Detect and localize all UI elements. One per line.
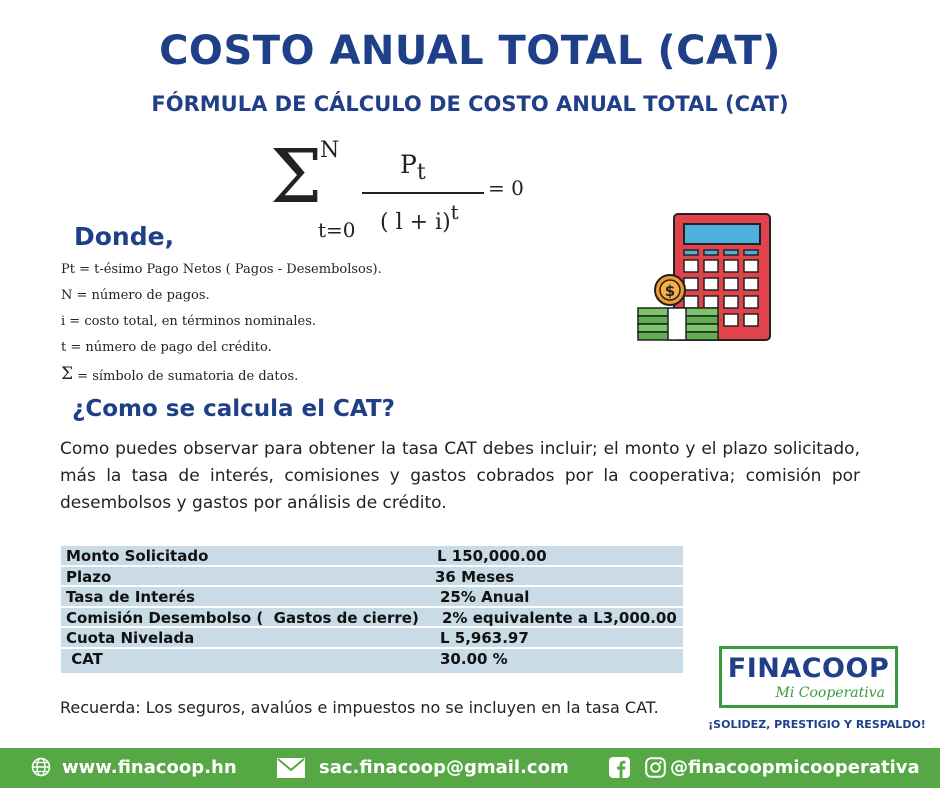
table-row: [61, 567, 683, 588]
formula-denominator: ( l + i)$^t$: [380, 200, 459, 235]
social-handle-link[interactable]: @finacoopmicooperativa: [670, 757, 920, 778]
row-label: CAT: [66, 649, 103, 668]
page-subtitle: FÓRMULA DE CÁLCULO DE COSTO ANUAL TOTAL (CAT): [151, 92, 789, 116]
table-row: [61, 608, 683, 629]
formula-lower-limit: t=0: [318, 218, 356, 242]
reminder-note: Recuerda: Los seguros, avalúos e impuestos no se incluyen en la tasa CAT.: [60, 698, 659, 717]
table-row: [61, 628, 683, 649]
email-link[interactable]: sac.finacoop@gmail.com: [319, 757, 569, 778]
definition-t: t = número de pago del crédito.: [61, 340, 272, 355]
definition-i: i = costo total, en términos nominales.: [61, 314, 317, 329]
table-row: [61, 649, 683, 673]
facebook-icon[interactable]: [609, 757, 630, 778]
formula-equals: = 0: [488, 176, 524, 200]
website-link[interactable]: www.finacoop.hn: [62, 757, 237, 778]
row-value: 36 Meses: [435, 567, 515, 586]
example-table: [61, 546, 683, 673]
row-label: Comisión Desembolso ( Gastos de cierre): [66, 608, 419, 627]
logo-tagline: Mi Cooperativa: [775, 685, 885, 701]
cat-formula: [270, 134, 550, 242]
contact-footer: [0, 748, 940, 788]
calculator-money-icon: [636, 212, 776, 342]
definition-sigma: Σ = símbolo de sumatoria de datos.: [61, 364, 299, 384]
instagram-icon[interactable]: [645, 757, 666, 778]
table-row: [61, 546, 683, 567]
formula-sigma: Σ: [270, 134, 323, 220]
definition-n: N = número de pagos.: [61, 288, 210, 303]
table-row: [61, 587, 683, 608]
row-value: 30.00 %: [440, 649, 508, 668]
calc-heading: ¿Como se calcula el CAT?: [72, 396, 395, 422]
logo-name: FINACOOP: [727, 653, 890, 684]
formula-fraction-bar: [362, 192, 484, 194]
finacoop-logo: [719, 646, 898, 708]
page-title: COSTO ANUAL TOTAL (CAT): [159, 28, 781, 74]
row-value: 2% equivalente a L3,000.00: [442, 608, 677, 627]
row-value: 25% Anual: [440, 588, 530, 606]
explanation-paragraph: Como puedes observar para obtener la tasa CAT debes incluir; el monto y el plazo solicitado, más la tasa de interés, comisiones y gastos cobrados por la cooperativa; comisión por desembolsos y gastos por análisis de crédito.: [60, 439, 860, 513]
definitions-list: [61, 262, 382, 392]
donde-heading: Donde,: [74, 222, 175, 251]
mail-icon: [277, 758, 305, 778]
formula-upper-limit: N: [320, 138, 340, 163]
formula-numerator: $P_t$: [400, 150, 426, 185]
row-value: L 5,963.97: [440, 629, 529, 647]
row-label: Monto Solicitado: [66, 547, 209, 565]
slogan: ¡SOLIDEZ, PRESTIGIO Y RESPALDO!: [708, 718, 926, 731]
svg-text:$: $: [664, 282, 676, 300]
definition-pt: Pt = t-ésimo Pago Netos ( Pagos - Desembolsos).: [61, 262, 382, 277]
row-label: Plazo: [66, 567, 112, 586]
globe-icon: [31, 757, 51, 777]
row-label: Cuota Nivelada: [66, 629, 195, 647]
row-label: Tasa de Interés: [66, 588, 195, 606]
row-value: L 150,000.00: [437, 547, 547, 565]
